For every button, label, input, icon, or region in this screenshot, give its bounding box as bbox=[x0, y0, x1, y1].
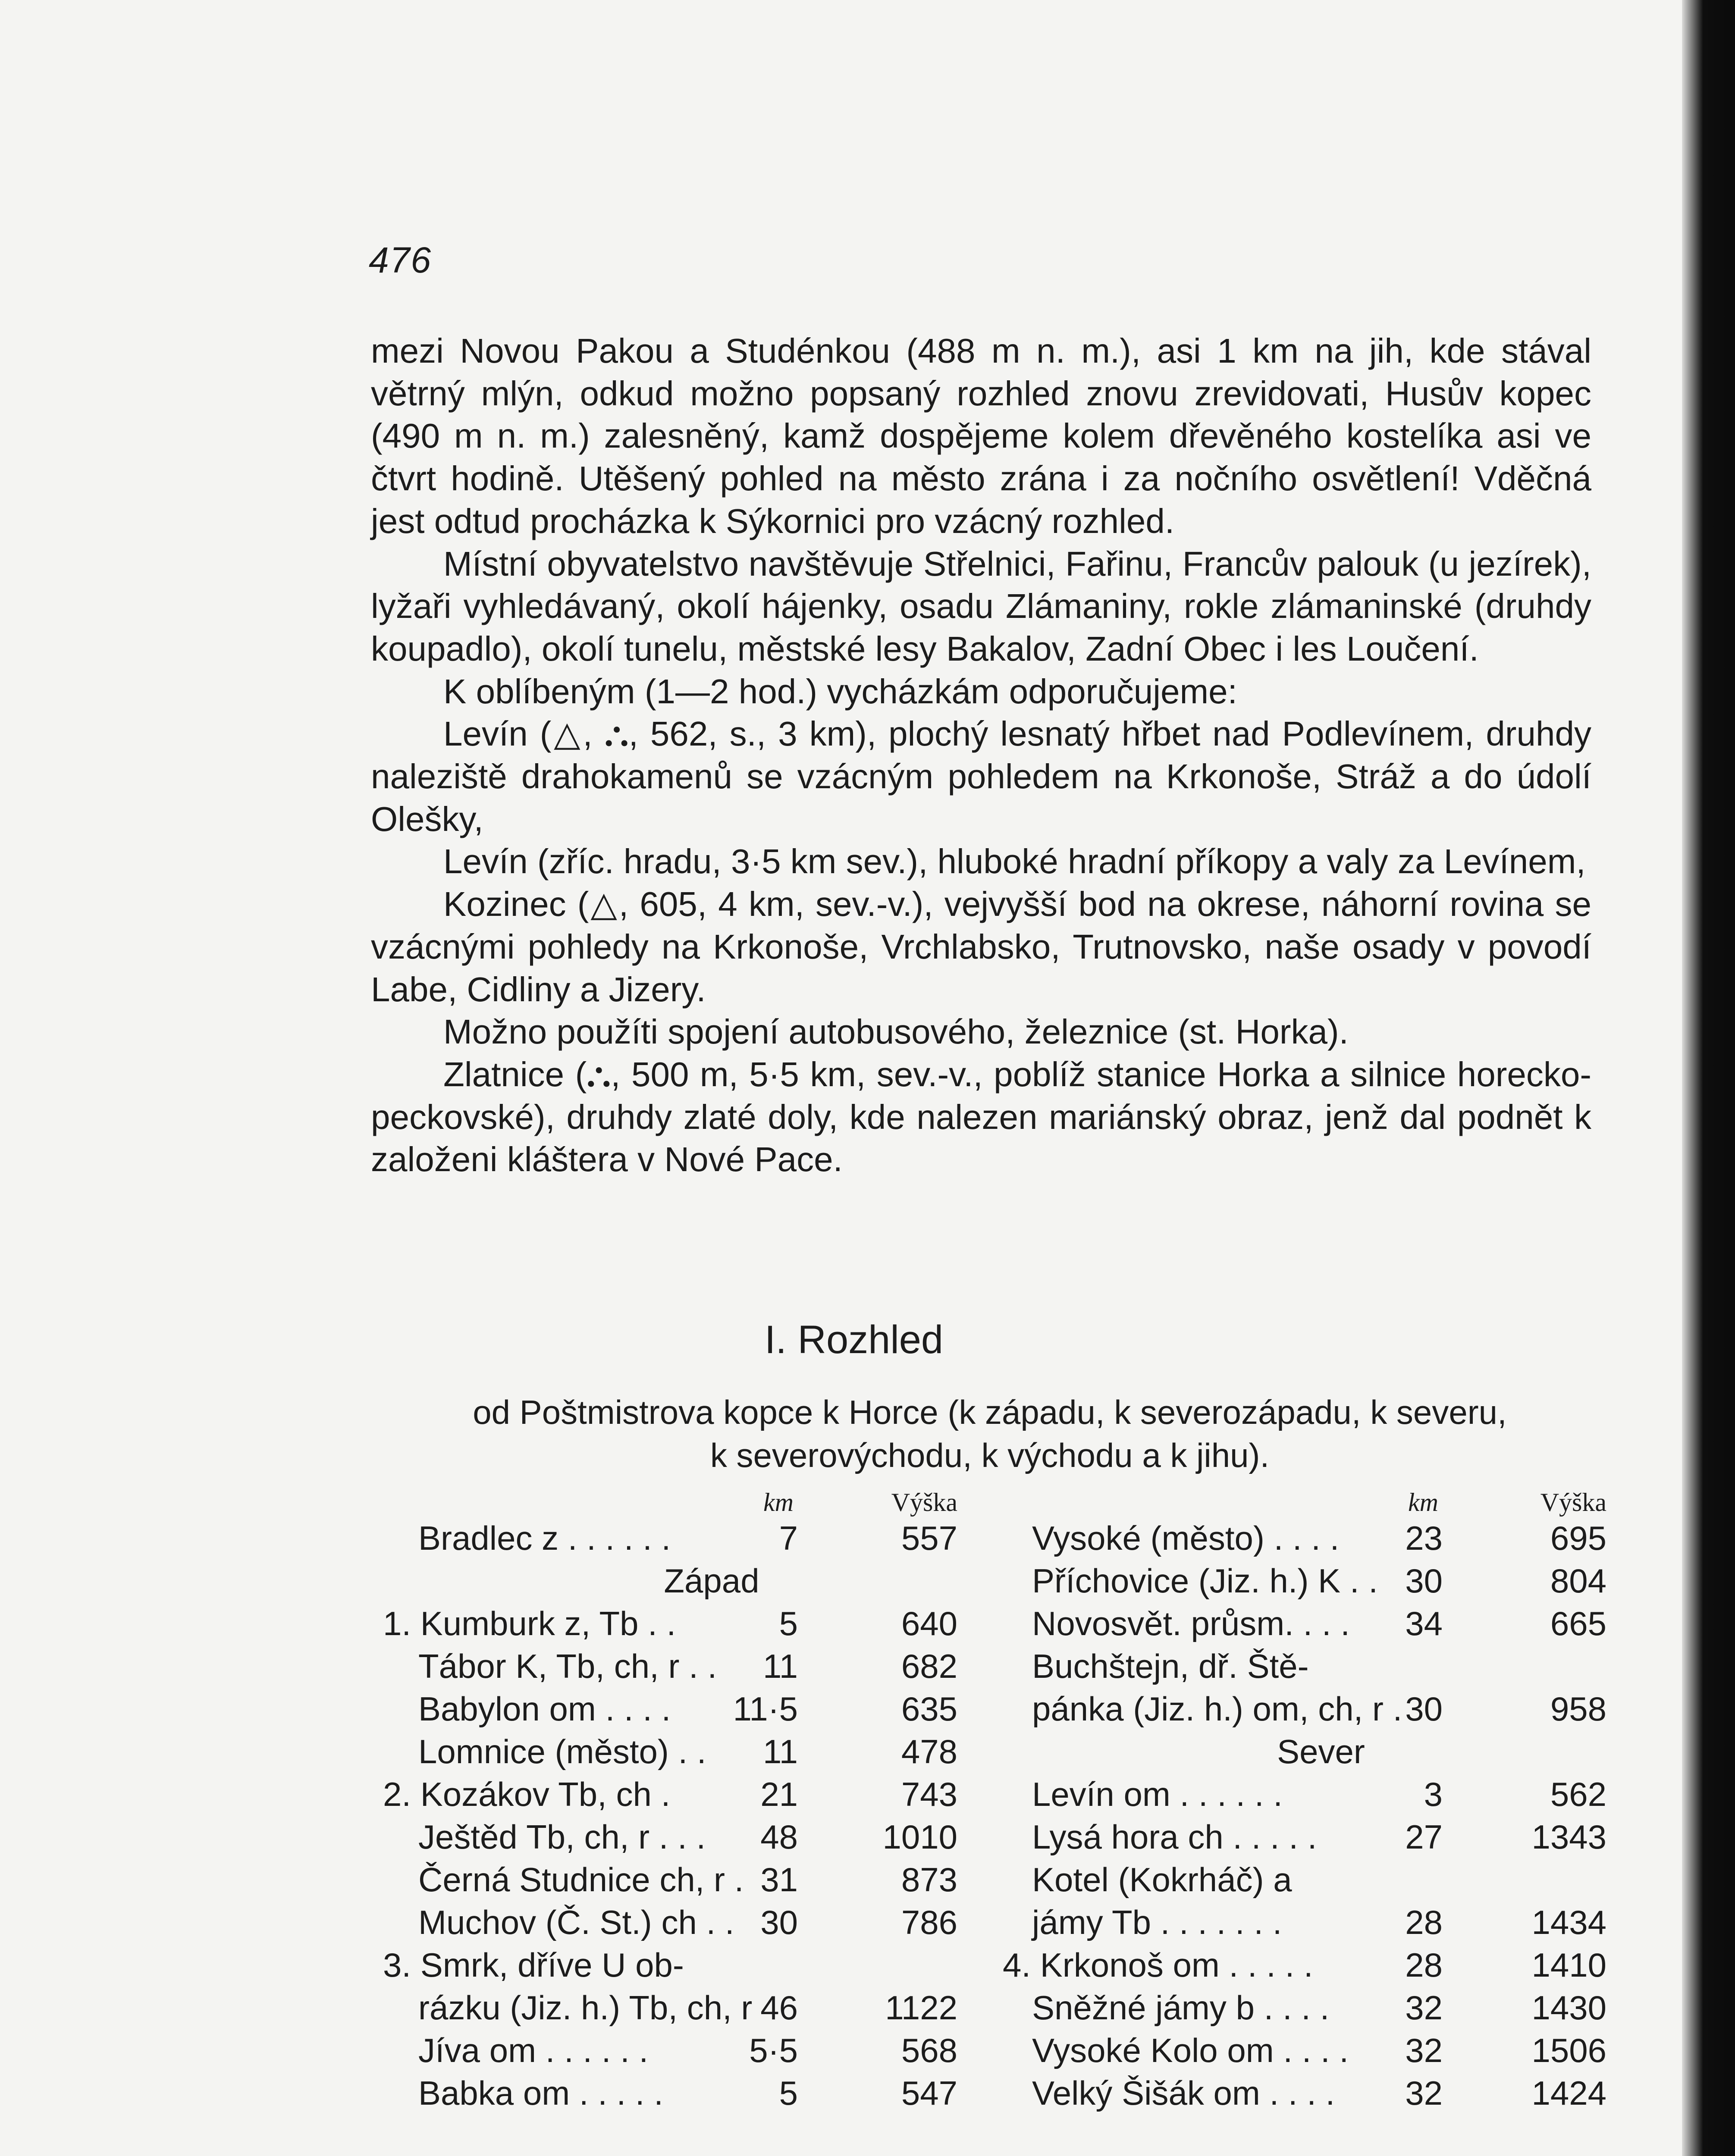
elevation: 547 bbox=[901, 2074, 957, 2112]
table-row bbox=[1029, 1561, 1606, 1604]
paragraph: Levín (△, ⛬, 562, s., 3 km), plochý lesnatý hřbet nad Podlevínem, druhdy naleziště drahokamenů se vzácným pohledem na Krkonoše, Stráž a do údolí Olešky, bbox=[371, 714, 1591, 838]
elevation: 682 bbox=[901, 1647, 957, 1685]
place-name: Babylon om . . . . bbox=[418, 1690, 671, 1728]
paragraph: Zlatnice (⛬, 500 m, 5·5 km, sev.-v., poblíž stanice Horka a silnice horecko-peckovské), druhdy zlaté doly, kde nalezen mariánský obraz, jenž dal podnět k založeni kláštera v Nové Pace. bbox=[371, 1055, 1591, 1179]
place-name: Lomnice (město) . . bbox=[418, 1733, 706, 1771]
table-row bbox=[371, 1988, 957, 2031]
place-name: Příchovice (Jiz. h.) K . . bbox=[1032, 1562, 1378, 1600]
elevation: 804 bbox=[1550, 1562, 1606, 1600]
place-name: Sever bbox=[1277, 1733, 1365, 1771]
table-row bbox=[1003, 1946, 1606, 1988]
elevation: 958 bbox=[1550, 1690, 1606, 1728]
distance-km: 30 bbox=[760, 1903, 798, 1941]
elevation: 665 bbox=[1550, 1604, 1606, 1642]
distance-km: 3 bbox=[1424, 1775, 1443, 1813]
place-name: Kotel (Kokrháč) a bbox=[1032, 1861, 1292, 1899]
elevation: 1010 bbox=[882, 1818, 957, 1856]
place-name: pánka (Jiz. h.) om, ch, r . bbox=[1032, 1690, 1402, 1728]
km-header: km bbox=[763, 1488, 794, 1517]
elevation: 1122 bbox=[885, 1989, 957, 2027]
paragraph: Levín (zříc. hradu, 3·5 km sev.), hluboké hradní příkopy a valy za Levínem, bbox=[443, 842, 1586, 881]
place-name: Babka om . . . . . bbox=[418, 2074, 663, 2112]
page-number: 476 bbox=[369, 240, 432, 280]
table-row bbox=[1029, 1818, 1606, 1860]
place-name: 3. Smrk, dříve U ob- bbox=[383, 1946, 684, 1984]
subtitle-line: k severovýchodu, k východu a k jihu). bbox=[710, 1436, 1270, 1474]
distance-km: 32 bbox=[1405, 1989, 1443, 2027]
elevation: 1434 bbox=[1531, 1903, 1606, 1941]
distance-km: 31 bbox=[760, 1861, 798, 1899]
vyska-header: Výška bbox=[1540, 1488, 1606, 1517]
body-text bbox=[371, 330, 1591, 1181]
place-name: Ještěd Tb, ch, r . . . bbox=[418, 1818, 706, 1856]
table-row bbox=[1029, 1647, 1606, 1689]
vyska-header: Výška bbox=[891, 1488, 957, 1517]
place-name: Buchštejn, dř. Ště- bbox=[1032, 1647, 1309, 1685]
distance-km: 23 bbox=[1405, 1519, 1443, 1557]
place-name: 2. Kozákov Tb, ch . bbox=[383, 1775, 671, 1813]
place-name: 1. Kumburk z, Tb . . bbox=[383, 1604, 676, 1642]
place-name: 4. Krkonoš om . . . . . bbox=[1003, 1946, 1313, 1984]
elevation: 695 bbox=[1550, 1519, 1606, 1557]
distance-km: 30 bbox=[1405, 1562, 1443, 1600]
distance-km: 46 bbox=[760, 1989, 798, 2027]
direction-heading bbox=[1029, 1732, 1606, 1775]
distance-km: 28 bbox=[1405, 1946, 1443, 1984]
place-name: Muchov (Č. St.) ch . . bbox=[418, 1903, 734, 1941]
subtitle-line: od Poštmistrova kopce k Horce (k západu, k severozápadu, k severu, bbox=[473, 1393, 1507, 1431]
table-row bbox=[1029, 1903, 1606, 1946]
elevation: 640 bbox=[901, 1604, 957, 1642]
place-name: jámy Tb . . . . . . . bbox=[1032, 1903, 1282, 1941]
table-row bbox=[371, 1519, 957, 1561]
elevation: 743 bbox=[901, 1775, 957, 1813]
place-name: Novosvět. průsm. . . . bbox=[1032, 1604, 1350, 1642]
place-name: Tábor K, Tb, ch, r . . bbox=[418, 1647, 717, 1685]
table-row bbox=[371, 1689, 957, 1732]
table-header bbox=[371, 1488, 957, 1519]
place-name: Vysoké Kolo om . . . . bbox=[1032, 2031, 1349, 2069]
table-row bbox=[371, 1775, 957, 1818]
table-row bbox=[371, 1946, 957, 1988]
distance-km: 34 bbox=[1405, 1604, 1443, 1642]
place-name: rázku (Jiz. h.) Tb, ch, r bbox=[418, 1989, 753, 2027]
distance-km: 48 bbox=[760, 1818, 798, 1856]
place-name: Sněžné jámy b . . . . bbox=[1032, 1989, 1330, 2027]
table-row bbox=[371, 1818, 957, 1860]
place-name: Jíva om . . . . . . bbox=[418, 2031, 649, 2069]
elevation: 1410 bbox=[1531, 1946, 1606, 1984]
distance-km: 28 bbox=[1405, 1903, 1443, 1941]
table-row bbox=[1029, 1988, 1606, 2031]
table-row bbox=[371, 1732, 957, 1775]
section-subtitle bbox=[380, 1391, 1600, 1477]
distance-km: 30 bbox=[1405, 1690, 1443, 1728]
table-row bbox=[371, 2031, 957, 2074]
elevation: 568 bbox=[901, 2031, 957, 2069]
place-name: Lysá hora ch . . . . . bbox=[1032, 1818, 1317, 1856]
distance-km: 21 bbox=[760, 1775, 798, 1813]
table-row bbox=[371, 1604, 957, 1647]
distance-km: 5 bbox=[779, 2074, 798, 2112]
elevation: 873 bbox=[901, 1861, 957, 1899]
table-row bbox=[1029, 2074, 1606, 2116]
paragraph: Možno použíti spojení autobusového, železnice (st. Horka). bbox=[443, 1012, 1349, 1051]
place-name: Západ bbox=[664, 1562, 759, 1600]
place-name: Černá Studnice ch, r . bbox=[418, 1861, 744, 1899]
distance-km: 11 bbox=[763, 1733, 798, 1771]
place-name: Bradlec z . . . . . . bbox=[418, 1519, 671, 1557]
distance-km: 32 bbox=[1405, 2031, 1443, 2069]
table-row bbox=[1029, 1775, 1606, 1818]
distance-km: 5·5 bbox=[749, 2031, 798, 2069]
distance-km: 11 bbox=[763, 1647, 798, 1685]
elevation: 635 bbox=[901, 1690, 957, 1728]
distance-km: 11·5 bbox=[733, 1690, 798, 1728]
elevation: 1343 bbox=[1531, 1818, 1606, 1856]
table-row bbox=[1029, 1604, 1606, 1647]
table-row bbox=[1029, 1689, 1606, 1732]
km-header: km bbox=[1408, 1488, 1438, 1517]
page-edge-shadow bbox=[1682, 0, 1735, 2156]
elevation: 1506 bbox=[1531, 2031, 1606, 2069]
section-title: I. Rozhled bbox=[764, 1318, 944, 1362]
distance-km: 27 bbox=[1405, 1818, 1443, 1856]
distance-km: 32 bbox=[1405, 2074, 1443, 2112]
table-row bbox=[371, 2074, 957, 2116]
table-header bbox=[1029, 1488, 1606, 1519]
table-row bbox=[371, 1860, 957, 1903]
paragraph: K oblíbeným (1—2 hod.) vycházkám odporučujeme: bbox=[443, 672, 1237, 711]
table-row bbox=[1029, 1860, 1606, 1903]
paragraph: Kozinec (△, 605, 4 km, sev.-v.), vejvyšší bod na okrese, náhorní rovina se vzácnými pohledy na Krkonoše, Vrchlabsko, Trutnovsko, naše osady v povodí Labe, Cidliny a Jizery. bbox=[371, 885, 1591, 1009]
elevation: 786 bbox=[901, 1903, 957, 1941]
distance-km: 5 bbox=[779, 1604, 798, 1642]
table-right bbox=[1003, 1488, 1606, 2116]
table-row bbox=[1029, 1519, 1606, 1561]
place-name: Vysoké (město) . . . . bbox=[1032, 1519, 1340, 1557]
table-row bbox=[371, 1647, 957, 1689]
place-name: Levín om . . . . . . bbox=[1032, 1775, 1283, 1813]
elevation: 557 bbox=[901, 1519, 957, 1557]
elevation: 562 bbox=[1550, 1775, 1606, 1813]
distance-km: 7 bbox=[779, 1519, 798, 1557]
place-name: Velký Šišák om . . . . bbox=[1032, 2074, 1335, 2112]
table-row bbox=[371, 1903, 957, 1946]
elevation: 1424 bbox=[1531, 2074, 1606, 2112]
direction-heading bbox=[371, 1561, 957, 1604]
elevation: 1430 bbox=[1531, 1989, 1606, 2027]
paragraph: mezi Novou Pakou a Studénkou (488 m n. m.), asi 1 km na jih, kde stával větrný mlýn, odkud možno popsaný rozhled znovu zrevidovati, Husův kopec (490 m n. m.) zalesněný, kamž dospějeme kolem dřevěného kostelíka asi ve čtvrt hodině. Utěšený pohled na město zrána i za nočního osvětlení! Vděčná jest odtud procházka k Sýkornici pro vzácný rozhled. bbox=[371, 332, 1591, 540]
table-left bbox=[371, 1488, 957, 2116]
table-row bbox=[1029, 2031, 1606, 2074]
elevation: 478 bbox=[901, 1733, 957, 1771]
paragraph: Místní obyvatelstvo navštěvuje Střelnici, Fařinu, Francův palouk (u jezírek), lyžaři vyhledávaný, okolí hájenky, osadu Zlámaniny, rokle zlámaninské (druhdy koupadlo), okolí tunelu, městské lesy Bakalov, Zadní Obec i les Loučení. bbox=[371, 544, 1591, 668]
